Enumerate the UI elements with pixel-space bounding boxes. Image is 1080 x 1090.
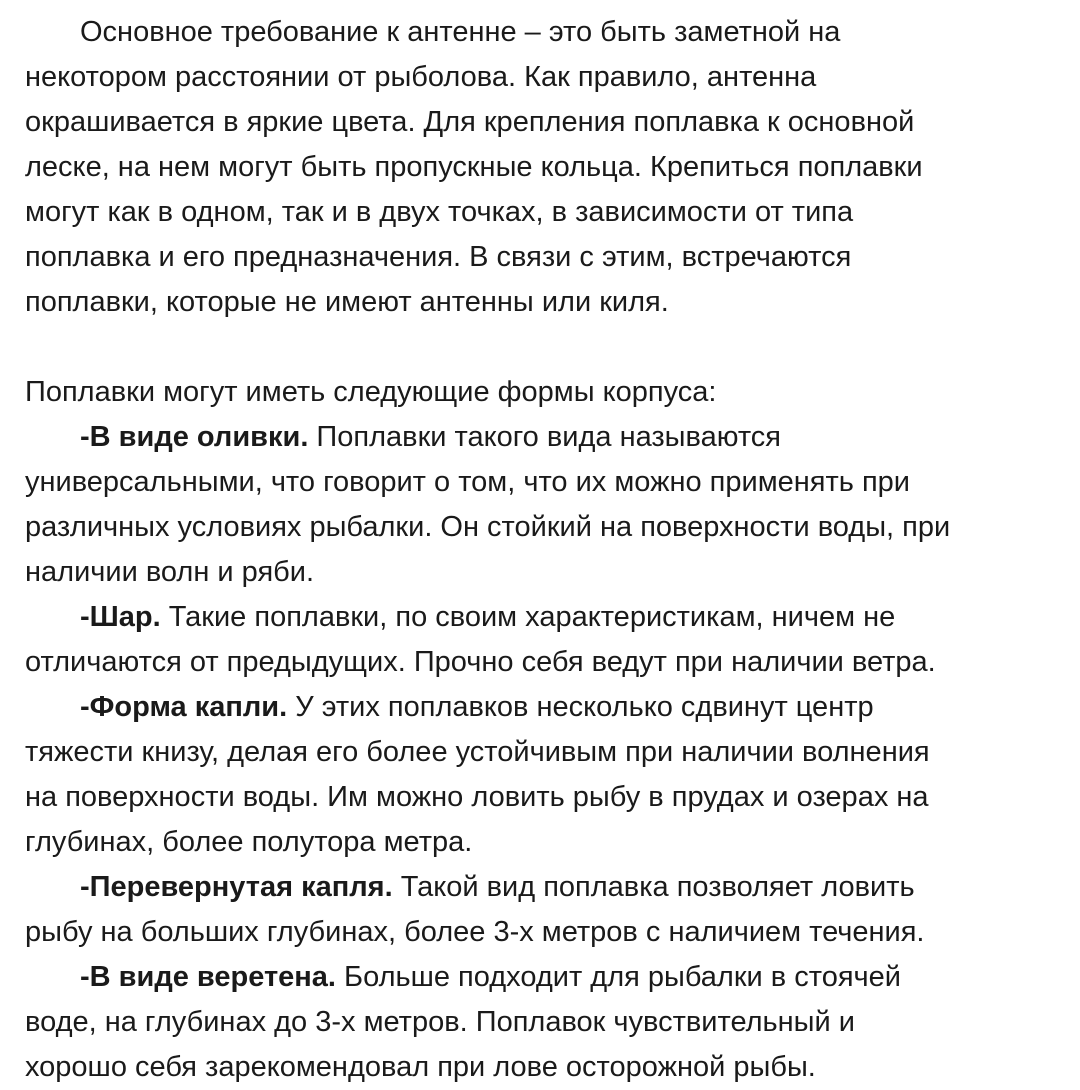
text-line — [25, 280, 1080, 325]
line-text: могут как в одном, так и в двух точках, в зависимости от типа — [25, 196, 854, 228]
text-line — [25, 460, 1080, 505]
text-line — [25, 595, 1080, 640]
text-line — [25, 415, 1080, 460]
text-line — [25, 685, 1080, 730]
bold-heading: -Форма капли. — [80, 691, 288, 723]
line-text: глубинах, более полутора метра. — [25, 826, 473, 858]
bold-heading: -В виде оливки. — [80, 421, 309, 453]
line-text: Поплавки такого вида называются — [308, 421, 782, 453]
text-line — [25, 955, 1080, 1000]
line-text: поплавка и его предназначения. В связи с этим, встречаются — [25, 241, 852, 273]
line-text: окрашивается в яркие цвета. Для крепления поплавка к основной — [25, 106, 915, 138]
text-line — [25, 55, 1080, 100]
text-line — [25, 100, 1080, 145]
text-line — [25, 235, 1080, 280]
line-text: леске, на нем могут быть пропускные кольца. Крепиться поплавки — [25, 151, 923, 183]
line-text: воде, на глубинах до 3-х метров. Поплавок чувствительный и — [25, 1006, 855, 1038]
text-line — [25, 730, 1080, 775]
text-line — [25, 145, 1080, 190]
line-text: рыбу на больших глубинах, более 3-х метров с наличием течения. — [25, 916, 925, 948]
text-line — [25, 775, 1080, 820]
text-line — [25, 640, 1080, 685]
bold-heading: -В виде веретена. — [80, 961, 336, 993]
line-text: отличаются от предыдущих. Прочно себя ведут при наличии ветра. — [25, 646, 936, 678]
text-line — [25, 370, 1080, 415]
line-text: некотором расстоянии от рыболова. Как правило, антенна — [25, 61, 817, 93]
text-line — [25, 865, 1080, 910]
line-text: Больше подходит для рыбалки в стоячей — [335, 961, 901, 993]
text-line — [25, 910, 1080, 955]
line-text: Такие поплавки, по своим характеристикам, ничем не — [160, 601, 896, 633]
line-text: различных условиях рыбалки. Он стойкий на поверхности воды, при — [25, 511, 951, 543]
line-text: Основное требование к антенне – это быть заметной на — [80, 16, 841, 48]
line-text: У этих поплавков несколько сдвинут центр — [287, 691, 874, 723]
text-line — [25, 1000, 1080, 1045]
text-line — [25, 10, 1080, 55]
bold-heading: -Перевернутая капля. — [80, 871, 393, 903]
line-text: на поверхности воды. Им можно ловить рыбу в прудах и озерах на — [25, 781, 929, 813]
line-text: наличии волн и ряби. — [25, 556, 315, 588]
text-line — [25, 190, 1080, 235]
line-text: Такой вид поплавка позволяет ловить — [392, 871, 915, 903]
line-text: тяжести книзу, делая его более устойчивым при наличии волнения — [25, 736, 930, 768]
line-text: поплавки, которые не имеют антенны или киля. — [25, 286, 669, 318]
text-line — [25, 505, 1080, 550]
text-line — [25, 1045, 1080, 1090]
line-text: Поплавки могут иметь следующие формы корпуса: — [25, 376, 717, 408]
bold-heading: -Шар. — [80, 601, 161, 633]
text-line — [25, 325, 1080, 370]
line-text: хорошо себя зарекомендовал при лове осторожной рыбы. — [25, 1051, 816, 1083]
line-text: универсальными, что говорит о том, что их можно применять при — [25, 466, 910, 498]
text-line — [25, 550, 1080, 595]
text-line — [25, 820, 1080, 865]
